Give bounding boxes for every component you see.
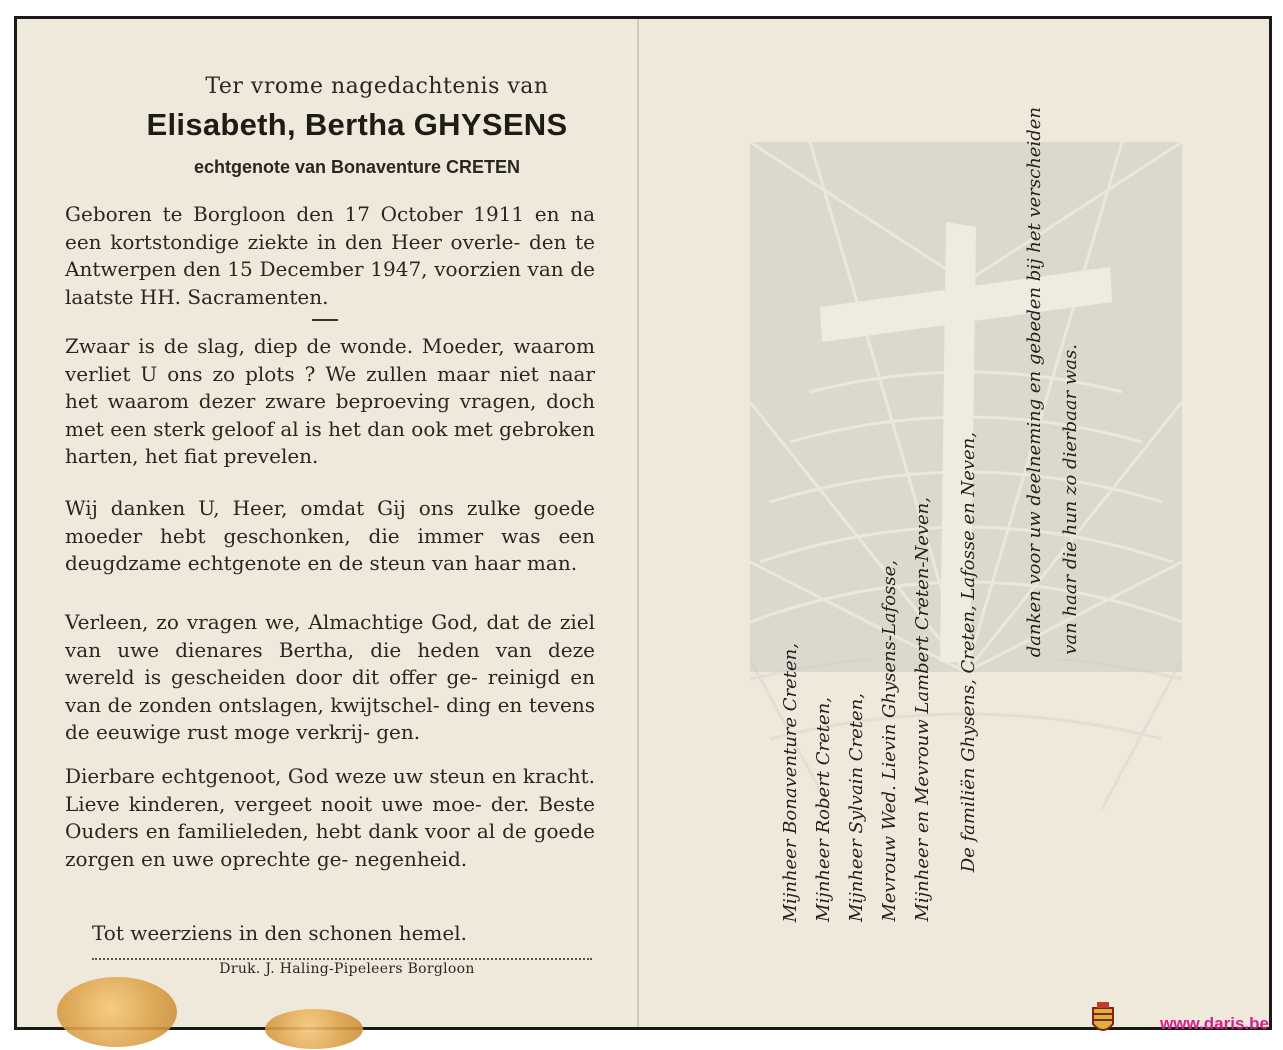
stain-mark: [265, 1009, 363, 1049]
verse-paragraph: Zwaar is de slag, diep de wonde. Moeder, waarom verliet U ons zo plots ? We zullen maar niet naar het waarom dezer zware beproeving vragen, doch met een sterk geloof al is het dan ook met gebroken harten, het fiat prevelen.: [65, 334, 595, 468]
spouse-line: echtgenote van Bonaventure CRETEN: [193, 157, 521, 177]
dotted-rule: [92, 958, 592, 960]
memorial-card: [14, 16, 1272, 1030]
printer-credit: Druk. J. Haling-Pipeleers Borgloon: [219, 961, 475, 977]
thanks-line: van haar die hun zo dierbaar was.: [1060, 344, 1081, 655]
watermark-link[interactable]: www.daris.be: [1160, 1014, 1269, 1033]
mourner-line: Mijnheer en Mevrouw Lambert Creten-Neven,: [912, 497, 933, 922]
mourner-line: Mevrouw Wed. Lievin Ghysens-Lafosse,: [879, 560, 900, 922]
thanks-line: danken voor uw deelneming en gebeden bij het verscheiden: [1024, 107, 1045, 658]
mourner-line: Mijnheer Sylvain Creten,: [846, 692, 867, 922]
dedication-heading: Ter vrome nagedachtenis van: [205, 74, 549, 99]
crest-icon: [1089, 1000, 1117, 1040]
left-page: [37, 19, 632, 1027]
farewell-paragraph: Dierbare echtgenoot, God weze uw steun en kracht. Lieve kinderen, vergeet nooit uwe moe- der. Beste Ouders en familieleden, hebt dank voor al de goede zorgen en uwe oprechte ge- negenheid.: [65, 764, 595, 871]
mourner-line: Mijnheer Robert Creten,: [813, 697, 834, 922]
closing-line: Tot weerziens in den schonen hemel.: [92, 921, 467, 945]
card-fold: [637, 19, 639, 1027]
mourner-line: Mijnheer Bonaventure Creten,: [780, 642, 801, 922]
thanks-paragraph: Wij danken U, Heer, omdat Gij ons zulke goede moeder hebt geschonken, die immer was een deugdzame echtgenote en de steun van haar man.: [65, 496, 595, 575]
birth-death-paragraph: Geboren te Borgloon den 17 October 1911 en na een kortstondige ziekte in den Heer overle- den te Antwerpen den 15 December 1947, voorzien van de laatste HH. Sacramenten.: [65, 202, 595, 309]
prayer-paragraph: Verleen, zo vragen we, Almachtige God, dat de ziel van uwe dienares Bertha, die heden van deze wereld is gescheiden door dit offer ge- reinigd en van de zonden ontslagen, kwijtschel- ding en tevens de eeuwige rust moge verkrij- gen.: [65, 610, 595, 744]
right-page: [642, 19, 1272, 1027]
separator-dash: [312, 319, 338, 321]
deceased-name: Elisabeth, Bertha GHYSENS: [146, 107, 568, 142]
families-line: De familiën Ghysens, Creten, Lafosse en Neven,: [958, 431, 979, 872]
stain-mark: [57, 977, 177, 1047]
